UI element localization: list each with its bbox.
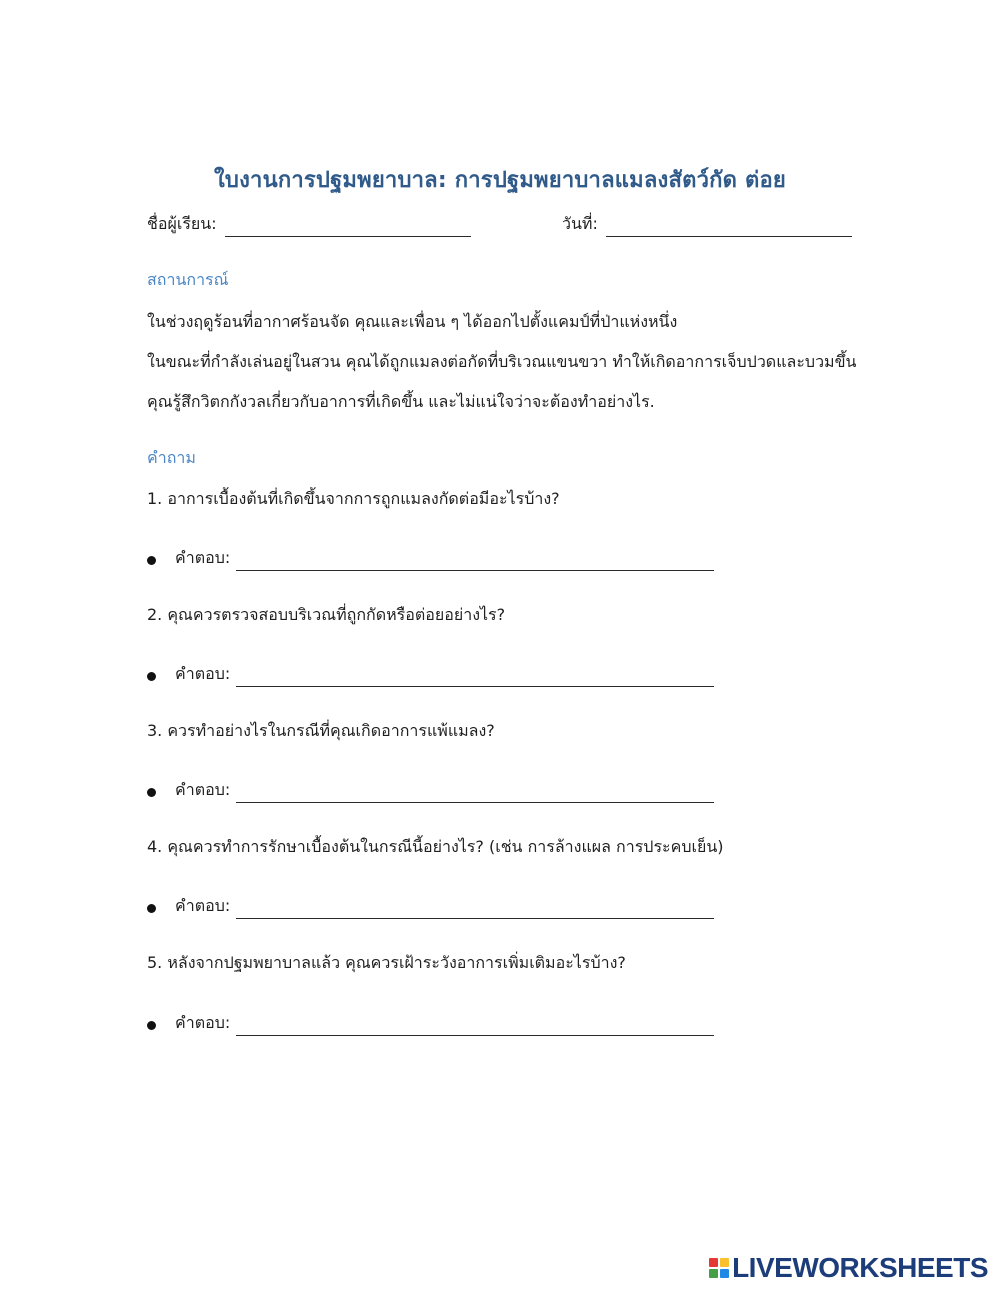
date-input-line[interactable]	[606, 216, 852, 237]
answer-label: คำตอบ:	[175, 780, 231, 799]
answer-input-4[interactable]	[236, 898, 714, 919]
answer-label: คำตอบ:	[175, 1013, 231, 1032]
liveworksheets-logo	[709, 1252, 988, 1284]
question-2: 2. คุณควรตรวจสอบบริเวณที่ถูกกัดหรือต่อยอย่างไร?	[147, 605, 506, 624]
scenario-line-1: ในช่วงฤดูร้อนที่อากาศร้อนจัด คุณและเพื่อน ๆ ได้ออกไปตั้งแคมป์ที่ป่าแห่งหนึ่ง	[147, 312, 678, 331]
bullet-icon	[147, 788, 156, 797]
worksheet-title: ใบงานการปฐมพยาบาล: การปฐมพยาบาลแมลงสัตว์กัด ต่อย	[213, 168, 786, 193]
liveworksheets-mark-icon	[709, 1258, 729, 1278]
answer-label: คำตอบ:	[175, 548, 231, 567]
questions-heading: คำถาม	[147, 448, 196, 467]
logo-text: LIVEWORKSHEETS	[732, 1252, 988, 1283]
answer-input-5[interactable]	[236, 1015, 714, 1036]
answer-input-3[interactable]	[236, 782, 714, 803]
answer-row-1	[147, 546, 714, 571]
question-1: 1. อาการเบื้องต้นที่เกิดขึ้นจากการถูกแมลงกัดต่อมีอะไรบ้าง?	[147, 489, 560, 508]
name-field-row	[147, 212, 471, 237]
answer-label: คำตอบ:	[175, 664, 231, 683]
name-label: ชื่อผู้เรียน:	[147, 214, 217, 233]
answer-row-4	[147, 894, 714, 919]
scenario-line-2: ในขณะที่กำลังเล่นอยู่ในสวน คุณได้ถูกแมลงต่อกัดที่บริเวณแขนขวา ทำให้เกิดอาการเจ็บปวดและบวมขึ้น	[147, 352, 857, 371]
answer-input-2[interactable]	[236, 666, 714, 687]
question-3: 3. ควรทำอย่างไรในกรณีที่คุณเกิดอาการแพ้แมลง?	[147, 721, 495, 740]
scenario-line-3: คุณรู้สึกวิตกกังวลเกี่ยวกับอาการที่เกิดขึ้น และไม่แน่ใจว่าจะต้องทำอย่างไร.	[147, 392, 655, 411]
scenario-heading: สถานการณ์	[147, 270, 229, 289]
date-label: วันที่:	[562, 214, 598, 233]
answer-label: คำตอบ:	[175, 896, 231, 915]
question-4: 4. คุณควรทำการรักษาเบื้องต้นในกรณีนี้อย่างไร? (เช่น การล้างแผล การประคบเย็น)	[147, 837, 724, 856]
bullet-icon	[147, 672, 156, 681]
bullet-icon	[147, 556, 156, 565]
answer-input-1[interactable]	[236, 550, 714, 571]
answer-row-2	[147, 662, 714, 687]
bullet-icon	[147, 1021, 156, 1030]
name-input-line[interactable]	[225, 216, 471, 237]
date-field-row	[562, 212, 852, 237]
answer-row-3	[147, 778, 714, 803]
question-5: 5. หลังจากปฐมพยาบาลแล้ว คุณควรเฝ้าระวังอาการเพิ่มเติมอะไรบ้าง?	[147, 953, 626, 972]
bullet-icon	[147, 904, 156, 913]
answer-row-5	[147, 1011, 714, 1036]
